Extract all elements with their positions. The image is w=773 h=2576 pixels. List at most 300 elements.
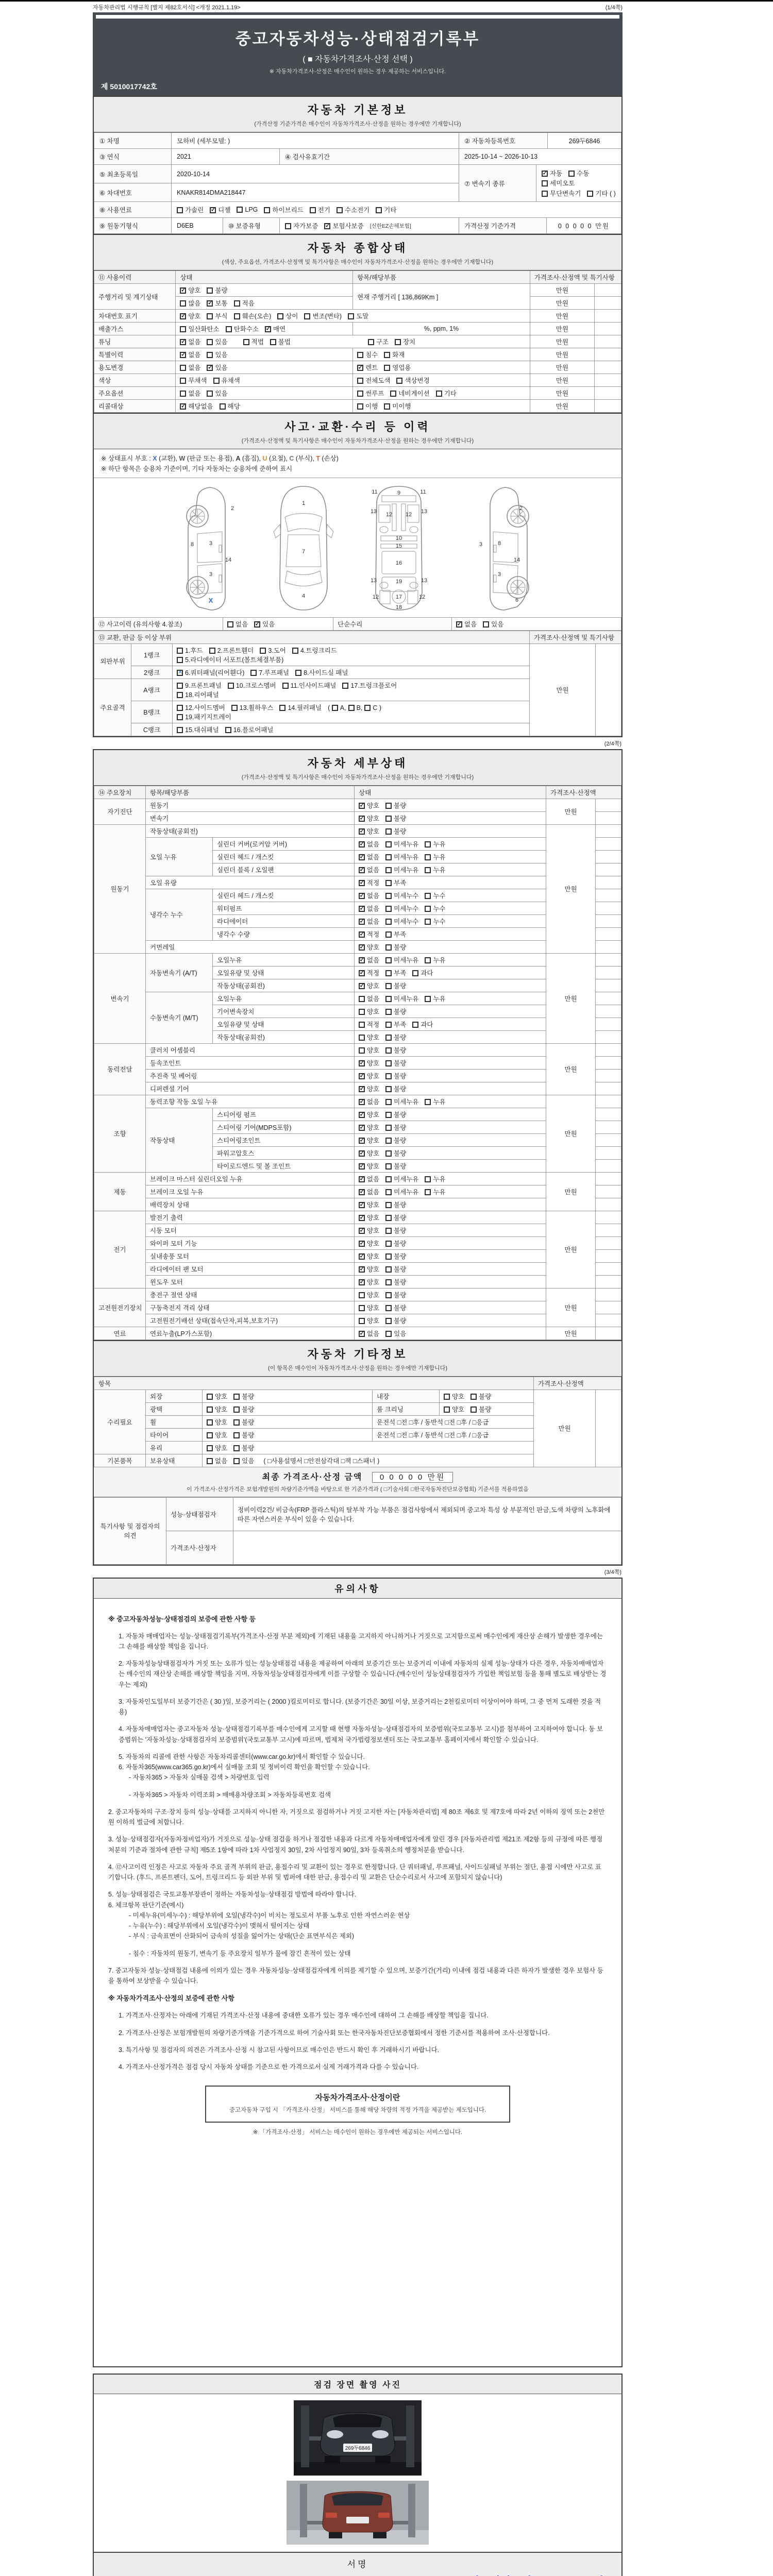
item-name: 등속조인트	[146, 1056, 355, 1069]
checkbox[interactable]	[385, 1009, 392, 1015]
checkbox[interactable]	[425, 906, 431, 912]
checkbox[interactable]	[348, 705, 355, 711]
checkbox[interactable]	[359, 841, 365, 848]
rank-row: C랭크 15.대쉬패널 16.플로어패널	[94, 723, 621, 736]
checkbox[interactable]	[385, 1279, 392, 1285]
checkbox-option: 도말	[348, 313, 368, 320]
checkbox[interactable]	[359, 828, 365, 835]
checkbox-option: 양호	[359, 1008, 379, 1015]
checkbox[interactable]	[207, 365, 213, 371]
checkbox[interactable]	[310, 207, 316, 213]
checkbox[interactable]	[277, 313, 283, 319]
checkbox[interactable]	[180, 391, 186, 397]
checkbox[interactable]	[385, 983, 392, 989]
checkbox-option: 부족	[385, 970, 406, 977]
checkbox[interactable]	[180, 326, 186, 332]
checkbox[interactable]	[483, 621, 489, 628]
device-group: 조향	[94, 1095, 146, 1172]
checkbox-option: ✓ 없음	[456, 621, 477, 628]
checkbox[interactable]	[207, 300, 213, 307]
checkbox-option: 불량	[470, 1406, 491, 1413]
checkbox[interactable]	[359, 919, 365, 925]
checkbox[interactable]	[385, 1305, 392, 1311]
checkbox[interactable]	[180, 352, 186, 358]
detail-row	[94, 1185, 621, 1198]
checkbox[interactable]	[207, 339, 213, 345]
checkbox[interactable]	[359, 1125, 365, 1131]
checkbox[interactable]	[357, 403, 363, 410]
checkbox[interactable]	[385, 906, 392, 912]
item-state	[355, 1211, 546, 1224]
checkbox[interactable]	[385, 816, 392, 822]
checkbox[interactable]	[207, 287, 213, 294]
overall-status-section	[93, 235, 623, 414]
checkbox[interactable]	[180, 403, 186, 410]
checkbox[interactable]	[357, 365, 363, 371]
checkbox[interactable]	[270, 339, 276, 345]
checkbox[interactable]	[385, 919, 392, 925]
checkbox[interactable]	[359, 1073, 365, 1079]
checkbox[interactable]	[425, 1176, 431, 1182]
checkbox[interactable]	[385, 944, 392, 951]
checkbox-option: 미세누유	[385, 1176, 418, 1183]
checkbox[interactable]	[359, 996, 365, 1002]
checkbox[interactable]	[425, 841, 431, 848]
notice-line: 1. 가격조사·산정자는 아래에 기재된 가격조사·산정 내용에 중대한 오류가 있는 경우 매수인에 대하여 그 손해를 배상할 책임을 집니다.	[119, 2012, 489, 2020]
checkbox[interactable]	[385, 1125, 392, 1131]
detail-row	[94, 1301, 621, 1314]
checkbox[interactable]	[357, 391, 363, 397]
checkbox[interactable]	[359, 1099, 365, 1105]
checkbox-option: 불량	[385, 1060, 406, 1067]
table-row-special-history: 특별이력 ✓ 없음 있음 침수 화재 만원	[94, 348, 621, 361]
checkbox[interactable]	[348, 313, 354, 319]
panel-option: 4.트렁크리드	[292, 647, 337, 654]
checkbox[interactable]	[385, 957, 392, 963]
checkbox[interactable]	[359, 944, 365, 951]
checkbox[interactable]	[359, 1163, 365, 1170]
item-name: 작동상태(공회전)	[146, 824, 355, 837]
detail-row	[94, 1082, 621, 1095]
checkbox[interactable]	[359, 1228, 365, 1234]
remarks-table	[94, 1497, 621, 1565]
price-cell: 만원	[530, 361, 594, 374]
detail-status-section	[93, 749, 623, 1341]
checkbox[interactable]	[385, 1189, 392, 1195]
item-state	[355, 953, 546, 966]
checkbox[interactable]	[385, 1047, 392, 1054]
photo-car-rear-lift	[287, 2481, 429, 2545]
checkbox[interactable]	[385, 1266, 392, 1273]
checkbox[interactable]	[425, 919, 431, 925]
checkbox[interactable]	[234, 313, 240, 319]
checkbox[interactable]	[395, 339, 401, 345]
panel-option: 13.휠하우스	[231, 704, 274, 711]
checkbox[interactable]	[425, 867, 431, 873]
checkbox[interactable]	[225, 727, 231, 733]
checkbox-option: 누유	[425, 841, 445, 848]
checkbox[interactable]	[385, 841, 392, 848]
checkbox[interactable]	[425, 893, 431, 899]
checkbox[interactable]	[359, 1009, 365, 1015]
checkbox[interactable]	[207, 391, 213, 397]
svg-text:269두6846: 269두6846	[345, 2445, 371, 2451]
checkbox[interactable]	[177, 670, 183, 676]
checkbox[interactable]	[359, 1112, 365, 1118]
table-row-usage-change: 용도변경 없음 ✓ 있음 ✓ 렌트 영업용 만원	[94, 361, 621, 374]
checkbox[interactable]	[359, 803, 365, 809]
checkbox[interactable]	[180, 378, 186, 384]
checkbox[interactable]	[207, 1445, 213, 1451]
checkbox[interactable]	[425, 1189, 431, 1195]
checkbox[interactable]	[285, 223, 291, 229]
checkbox[interactable]	[425, 957, 431, 963]
checkbox[interactable]	[385, 1331, 392, 1337]
checkbox-option: 불량	[385, 1086, 406, 1093]
checkbox[interactable]	[282, 683, 289, 689]
item-name: 연료누출(LP가스포함)	[146, 1327, 355, 1340]
checkbox[interactable]	[342, 683, 348, 689]
checkbox[interactable]	[385, 1150, 392, 1157]
checkbox-option: ✓ 양호	[359, 1060, 379, 1067]
sub-group: 작동상태	[146, 1108, 213, 1172]
checkbox[interactable]	[376, 207, 382, 213]
detail-status-table	[94, 786, 621, 1340]
item-state	[355, 1172, 546, 1185]
checkbox[interactable]	[385, 1060, 392, 1066]
checkbox[interactable]	[359, 970, 365, 976]
checkbox[interactable]	[295, 670, 301, 676]
checkbox[interactable]	[233, 1458, 240, 1464]
checkbox[interactable]	[177, 705, 183, 711]
checkbox[interactable]	[177, 727, 183, 733]
signature-band	[94, 2552, 621, 2576]
checkbox[interactable]	[180, 300, 186, 307]
checkbox[interactable]	[384, 403, 390, 410]
checkbox[interactable]	[359, 1060, 365, 1066]
checkbox-option: LPG	[237, 206, 258, 213]
item-name: 배력장치 상태	[146, 1198, 355, 1211]
checkbox[interactable]	[364, 705, 371, 711]
checkbox[interactable]	[207, 1394, 213, 1400]
checkbox[interactable]	[542, 171, 548, 177]
checkbox[interactable]	[359, 1318, 365, 1324]
device-group: 동력전달	[94, 1043, 146, 1095]
item-state	[355, 1082, 546, 1095]
checkbox[interactable]	[385, 854, 392, 860]
model-year-value: 2021	[172, 149, 280, 165]
checkbox[interactable]	[359, 893, 365, 899]
checkbox[interactable]	[359, 1331, 365, 1337]
checkbox[interactable]	[265, 326, 271, 332]
basic-info-title: 자동차 기본정보	[307, 104, 408, 116]
checkbox[interactable]	[210, 207, 216, 213]
checkbox[interactable]	[412, 1022, 418, 1028]
table-row-emission: 배출가스 일산화탄소 탄화수소 ✓ 매연 %, ppm, 1% 만원	[94, 323, 621, 335]
checkbox[interactable]	[412, 970, 418, 976]
notice-line: 3. 자동차인도일부터 보증기간은 ( 30 )일, 보증거리는 ( 2000 )킬로미터로 합니다. (보증기간은 30일 이상, 보증거리는 2천킬로미터 이상이어야 하며, 그 중 먼저 도래한 것을 적용)	[119, 1698, 601, 1716]
checkbox[interactable]	[226, 326, 232, 332]
item-name: 발전기 출력	[146, 1211, 355, 1224]
checkbox[interactable]	[385, 1112, 392, 1118]
checkbox[interactable]	[444, 1394, 450, 1400]
checkbox[interactable]	[359, 816, 365, 822]
svg-text:18: 18	[395, 604, 402, 611]
checkbox[interactable]	[385, 880, 392, 886]
item-state	[355, 1043, 546, 1056]
checkbox[interactable]	[385, 1035, 392, 1041]
item-name: 작동상태(공회전)	[213, 979, 355, 992]
remarks-row-appraiser	[94, 1531, 621, 1564]
notice-section	[93, 1578, 623, 2367]
svg-text:12: 12	[385, 511, 393, 518]
repair-row: 휠 양호 불량 운전석 □전 □후 / 동반석 □전 □후 / □응급	[94, 1415, 621, 1428]
checkbox[interactable]	[337, 207, 343, 213]
rank-row: 주요골격 A랭크 9.프론트패널 10.크로스멤버 11.인사이드패널 17.트렁크플로어 18.리어패널	[94, 679, 621, 701]
checkbox[interactable]	[233, 1445, 240, 1451]
detail-row	[94, 799, 621, 811]
svg-text:12: 12	[418, 594, 426, 600]
checkbox[interactable]	[385, 1163, 392, 1170]
checkbox-option: ✓ 없음	[359, 854, 379, 861]
checkbox-option: ✓자동	[542, 168, 562, 178]
checkbox-option: 장치	[395, 338, 415, 346]
checkbox[interactable]	[233, 1419, 240, 1426]
svg-text:14: 14	[225, 556, 232, 563]
checkbox[interactable]	[359, 1253, 365, 1260]
checkbox[interactable]	[359, 1047, 365, 1054]
checkbox-option: 과다	[412, 1021, 433, 1028]
checkbox[interactable]	[177, 207, 183, 213]
detail-status-subtitle: (가격조사·산정액 및 특기사항은 매수인이 자동차가격조사·산정을 원하는 경우에만 기재합니다)	[241, 774, 474, 781]
checkbox[interactable]	[385, 1228, 392, 1234]
checkbox[interactable]	[385, 1292, 392, 1298]
checkbox[interactable]	[359, 931, 365, 938]
checkbox[interactable]	[587, 191, 593, 197]
checkbox[interactable]	[359, 880, 365, 886]
checkbox[interactable]	[396, 378, 402, 384]
checkbox[interactable]	[227, 621, 233, 628]
checkbox[interactable]	[385, 828, 392, 835]
checkbox[interactable]	[177, 683, 183, 689]
checkbox[interactable]	[243, 339, 249, 345]
checkbox[interactable]	[250, 670, 257, 676]
checkbox[interactable]	[470, 1394, 477, 1400]
checkbox[interactable]	[385, 970, 392, 976]
warranty-type-label: ⑩ 보증유형	[223, 218, 280, 234]
checkbox[interactable]	[209, 648, 215, 654]
checkbox[interactable]	[359, 1022, 365, 1028]
checkbox-option: ✓ 렌트	[357, 364, 378, 371]
checkbox[interactable]	[359, 906, 365, 912]
checkbox[interactable]	[213, 378, 220, 384]
item-name: 변속기	[146, 811, 355, 824]
checkbox[interactable]	[359, 1035, 365, 1041]
checkbox[interactable]	[180, 287, 186, 294]
checkbox[interactable]	[425, 996, 431, 1002]
pillar-option: B,	[348, 704, 363, 711]
checkbox[interactable]	[359, 957, 365, 963]
checkbox[interactable]	[385, 1073, 392, 1079]
checkbox[interactable]	[359, 854, 365, 860]
checkbox[interactable]	[436, 391, 442, 397]
checkbox[interactable]	[180, 313, 186, 319]
checkbox[interactable]	[385, 893, 392, 899]
notice-line: - 자동차365 > 자동차 실매물 검색 > 차량번호 입력	[129, 1774, 270, 1782]
checkbox[interactable]	[359, 1215, 365, 1221]
checkbox[interactable]	[542, 180, 548, 187]
checkbox-option: 훼손(오손)	[234, 313, 272, 320]
checkbox[interactable]	[207, 1458, 213, 1464]
fuel-label: ⑧ 사용연료	[94, 202, 172, 218]
panel-option: 3.도어	[260, 647, 286, 654]
checkbox-option: ✓ 양호	[359, 1201, 379, 1209]
checkbox[interactable]	[233, 1406, 240, 1413]
inspection-period-value: 2025-10-14 ~ 2026-10-13	[459, 149, 621, 165]
checkbox[interactable]	[470, 1406, 477, 1413]
checkbox[interactable]	[207, 352, 213, 358]
checkbox[interactable]	[359, 983, 365, 989]
checkbox[interactable]	[385, 1215, 392, 1221]
checkbox[interactable]	[292, 648, 298, 654]
checkbox[interactable]	[207, 313, 213, 319]
item-state	[355, 966, 546, 979]
checkbox[interactable]	[332, 705, 338, 711]
checkbox-option: ✓ 없음	[359, 905, 379, 912]
checkbox[interactable]	[384, 365, 390, 371]
notice-title: 유의사항	[334, 1583, 381, 1594]
svg-text:7: 7	[301, 548, 306, 555]
detail-row	[94, 1069, 621, 1082]
final-price-band	[94, 1467, 621, 1497]
checkbox[interactable]	[180, 365, 186, 371]
checkbox[interactable]	[207, 1432, 213, 1438]
checkbox[interactable]	[237, 207, 243, 213]
checkbox[interactable]	[357, 378, 363, 384]
checkbox[interactable]	[385, 1241, 392, 1247]
checkbox[interactable]	[425, 1099, 431, 1105]
checkbox[interactable]	[444, 1406, 450, 1413]
item-name: 시동 모터	[146, 1224, 355, 1236]
checkbox[interactable]	[359, 1189, 365, 1195]
checkbox-option: ✓ 없음	[359, 957, 379, 964]
item-state	[355, 876, 546, 889]
checkbox-option: 불량	[385, 1214, 406, 1222]
svg-text:12: 12	[372, 594, 379, 600]
checkbox[interactable]	[359, 1305, 365, 1311]
checkbox[interactable]	[231, 705, 238, 711]
item-state	[355, 1236, 546, 1249]
checkbox[interactable]	[385, 1318, 392, 1324]
detail-row	[94, 1249, 621, 1262]
checkbox[interactable]	[385, 1138, 392, 1144]
checkbox[interactable]	[254, 621, 260, 628]
checkbox[interactable]	[180, 339, 186, 345]
checkbox-option: 일산화탄소	[180, 326, 219, 333]
checkbox[interactable]	[177, 692, 183, 698]
checkbox[interactable]	[359, 1241, 365, 1247]
state-symbol-legend: ※ 상태표시 부호 : X (교환), W (판금 또는 용접), A (흠집), U (요철), C (부식), T (손상)	[101, 455, 339, 462]
checkbox[interactable]	[359, 1138, 365, 1144]
item-name: 오일유량 및 상태	[213, 966, 355, 979]
checkbox[interactable]	[385, 1086, 392, 1092]
checkbox-option: 적음	[234, 300, 255, 307]
checkbox[interactable]	[359, 1279, 365, 1285]
checkbox[interactable]	[385, 803, 392, 809]
checkbox[interactable]	[220, 403, 226, 410]
notice-line: - 자동차365 > 자동차 이력조회 > 매매용차량조회 > 자동차등록번호 검색	[129, 1791, 331, 1799]
checkbox[interactable]	[390, 391, 396, 397]
checkbox[interactable]	[359, 867, 365, 873]
checkbox[interactable]	[359, 1176, 365, 1182]
inspection-period-label: ④ 검사유효기간	[280, 149, 459, 165]
checkbox[interactable]	[324, 223, 330, 229]
checkbox[interactable]	[359, 1202, 365, 1208]
checkbox[interactable]	[233, 1394, 240, 1400]
checkbox[interactable]	[384, 352, 390, 358]
checkbox-option: 양호	[359, 1304, 379, 1312]
checkbox-option: 영업용	[384, 364, 411, 371]
group-price: 만원	[546, 1211, 595, 1288]
checkbox-option: ✓ 양호	[359, 1253, 379, 1260]
checkbox[interactable]	[234, 300, 240, 307]
notice-line: 5. 자동차의 리콜에 관한 사항은 자동차리콜센터(www.car.go.kr)에서 확인할 수 있습니다.	[119, 1753, 365, 1760]
checkbox-option: 없음	[180, 364, 200, 371]
checkbox[interactable]	[279, 705, 285, 711]
checkbox[interactable]	[385, 1099, 392, 1105]
checkbox[interactable]	[542, 191, 548, 197]
checkbox[interactable]	[357, 352, 363, 358]
checkbox[interactable]	[385, 996, 392, 1002]
rank-row: 2랭크 ✕ 6.쿼터패널(리어휀다) 7.루프패널 8.사이드실 패널	[94, 666, 621, 679]
checkbox[interactable]	[207, 1406, 213, 1413]
checkbox[interactable]	[359, 1086, 365, 1092]
checkbox[interactable]	[359, 1292, 365, 1298]
checkbox[interactable]	[228, 683, 234, 689]
checkbox[interactable]	[385, 867, 392, 873]
item-state	[355, 824, 546, 837]
checkbox[interactable]	[359, 1266, 365, 1273]
checkbox[interactable]	[425, 854, 431, 860]
item-name: 실린더 헤드 / 개스킷	[213, 850, 355, 863]
checkbox[interactable]	[260, 648, 266, 654]
checkbox[interactable]	[368, 339, 374, 345]
checkbox[interactable]	[177, 648, 183, 654]
overall-status-title: 자동차 종합상태	[307, 242, 408, 255]
checkbox[interactable]	[456, 621, 462, 628]
checkbox[interactable]	[385, 1253, 392, 1260]
checkbox[interactable]	[177, 714, 183, 720]
checkbox[interactable]	[304, 313, 310, 319]
checkbox[interactable]	[233, 1432, 240, 1438]
checkbox[interactable]	[177, 657, 183, 663]
checkbox[interactable]	[264, 207, 270, 213]
detail-row	[94, 824, 621, 837]
checkbox[interactable]	[385, 1022, 392, 1028]
checkbox[interactable]	[568, 171, 575, 177]
checkbox[interactable]	[207, 1419, 213, 1426]
checkbox[interactable]	[385, 931, 392, 938]
table-header-row: ⑪ 사용이력 상태 항목/해당부품 가격조사·산정액 및 특기사항	[94, 271, 621, 284]
checkbox[interactable]	[359, 1150, 365, 1157]
checkbox-option: 자가보증	[285, 221, 318, 230]
checkbox[interactable]	[385, 1176, 392, 1182]
checkbox-option: ✓ 없음	[359, 867, 379, 874]
device-group: 변속기	[94, 953, 146, 1043]
checkbox[interactable]	[385, 1202, 392, 1208]
checkbox-option: 불량	[385, 944, 406, 951]
item-name: 고전원전기배선 상태(접속단자,피복,보호기구)	[146, 1314, 355, 1327]
